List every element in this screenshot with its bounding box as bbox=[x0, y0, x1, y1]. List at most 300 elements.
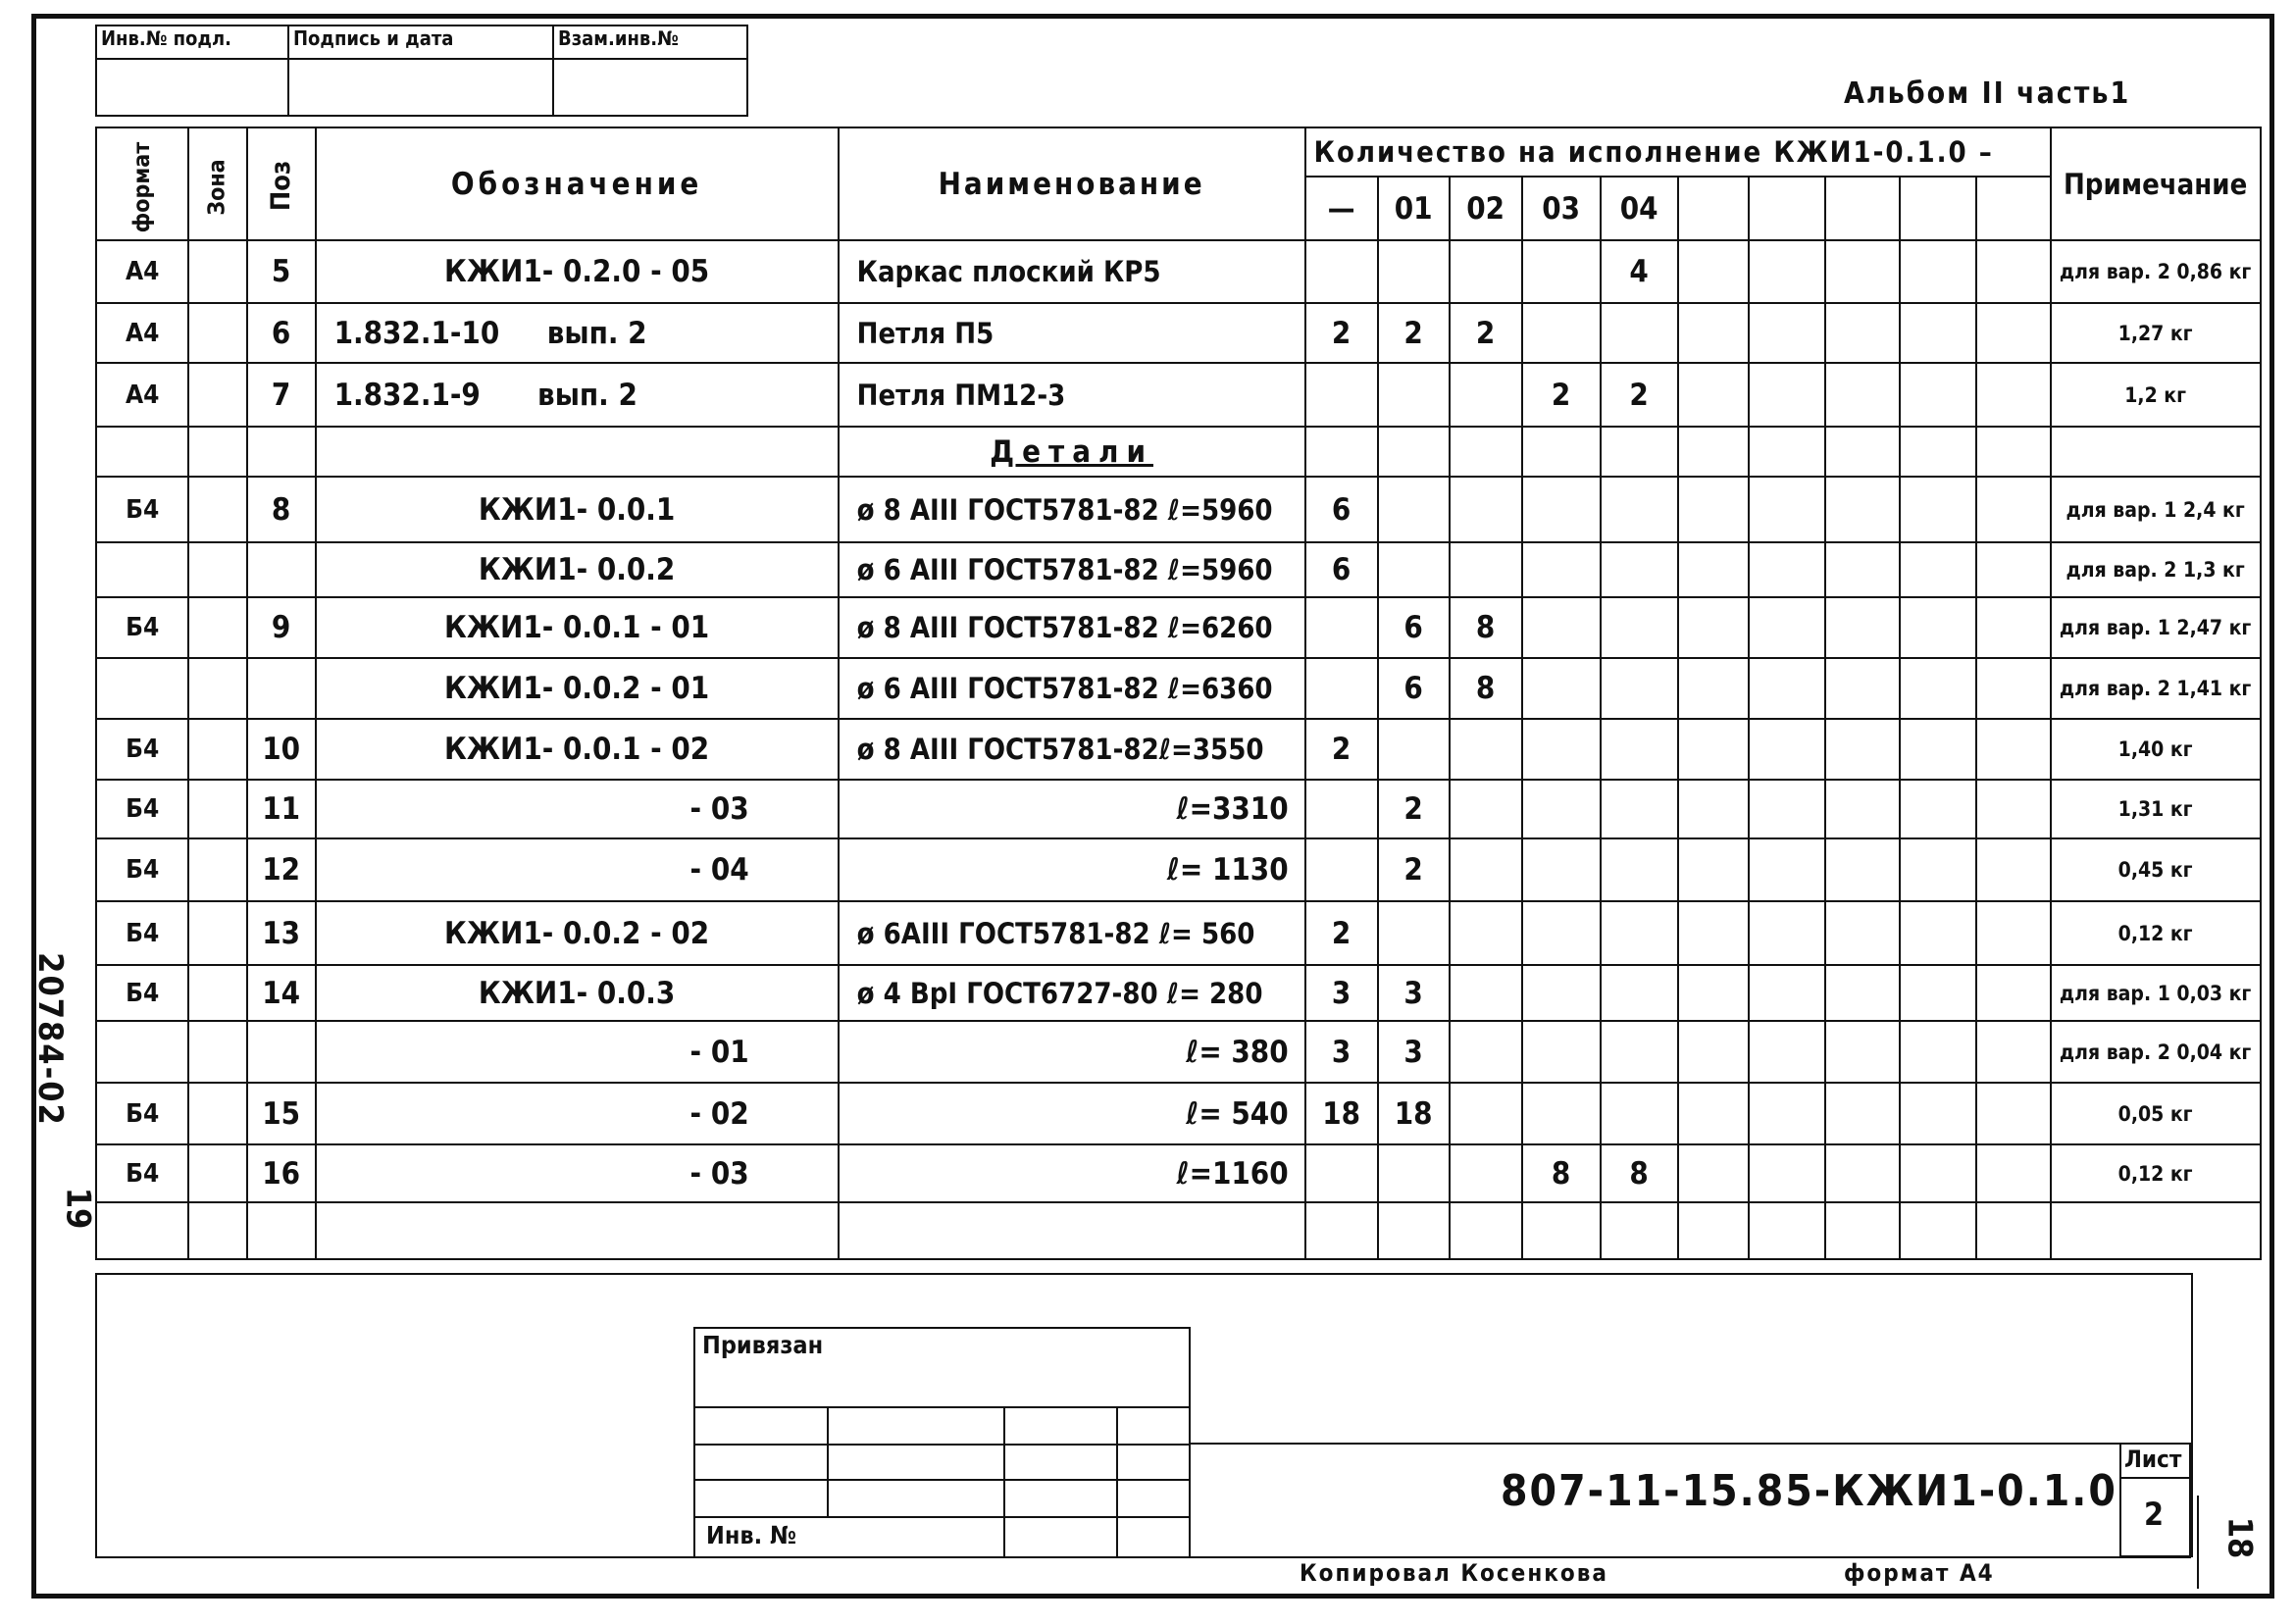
row-zone bbox=[188, 838, 246, 901]
row-quantity bbox=[1601, 477, 1678, 542]
row-name: ø 6АIII ГОСТ5781-82 ℓ= 560 bbox=[839, 901, 1305, 965]
row-note: 1,27 кг bbox=[2051, 303, 2261, 363]
row-quantity: 4 bbox=[1601, 240, 1678, 303]
row-format: Б4 bbox=[96, 965, 188, 1021]
row-quantity bbox=[1749, 1144, 1825, 1202]
header-qty-col: 04 bbox=[1601, 177, 1678, 240]
side-page: 19 bbox=[58, 1187, 98, 1230]
row-quantity: 3 bbox=[1305, 1021, 1378, 1083]
row-position: 11 bbox=[247, 780, 316, 838]
row-quantity bbox=[1976, 477, 2051, 542]
row-quantity: 2 bbox=[1378, 780, 1450, 838]
stamp-replaced-inv: Взам.инв.№ bbox=[553, 25, 747, 59]
row-quantity bbox=[1450, 542, 1522, 597]
row-zone bbox=[188, 363, 246, 427]
row-format: Б4 bbox=[96, 597, 188, 658]
row-name: ℓ=1160 bbox=[839, 1144, 1305, 1202]
table-row bbox=[96, 780, 2261, 838]
row-quantity: 3 bbox=[1305, 965, 1378, 1021]
row-quantity bbox=[1976, 240, 2051, 303]
header-qty-col bbox=[1825, 177, 1900, 240]
row-quantity bbox=[1305, 1202, 1378, 1259]
row-name: ø 6 АIII ГОСТ5781-82 ℓ=6360 bbox=[839, 658, 1305, 719]
row-quantity bbox=[1378, 427, 1450, 477]
row-quantity bbox=[1522, 1083, 1601, 1144]
row-format: Б4 bbox=[96, 1144, 188, 1202]
row-quantity bbox=[1976, 1021, 2051, 1083]
row-quantity bbox=[1678, 1144, 1749, 1202]
row-quantity bbox=[1678, 965, 1749, 1021]
row-quantity bbox=[1522, 901, 1601, 965]
row-quantity bbox=[1976, 1083, 2051, 1144]
row-note: 1,31 кг bbox=[2051, 780, 2261, 838]
row-quantity: 2 bbox=[1305, 901, 1378, 965]
row-format bbox=[96, 427, 188, 477]
row-quantity bbox=[1749, 780, 1825, 838]
row-quantity bbox=[1749, 838, 1825, 901]
row-designation bbox=[316, 427, 839, 477]
header-qty-col: 01 bbox=[1378, 177, 1450, 240]
row-quantity bbox=[1678, 427, 1749, 477]
row-quantity bbox=[1678, 303, 1749, 363]
row-quantity bbox=[1900, 719, 1976, 780]
row-quantity bbox=[1749, 965, 1825, 1021]
row-quantity bbox=[1900, 658, 1976, 719]
row-quantity bbox=[1601, 965, 1678, 1021]
header-quantity: Количество на исполнение КЖИ1-0.1.0 – bbox=[1305, 127, 2051, 177]
row-quantity bbox=[1305, 838, 1378, 901]
left-inner-frame bbox=[95, 1273, 97, 1557]
row-format bbox=[96, 1021, 188, 1083]
row-quantity: 6 bbox=[1305, 542, 1378, 597]
table-row bbox=[96, 838, 2261, 901]
header-name: Наименование bbox=[839, 127, 1305, 240]
specification-table bbox=[95, 127, 2262, 1260]
row-quantity bbox=[1601, 901, 1678, 965]
row-quantity bbox=[1900, 1083, 1976, 1144]
row-note: для вар. 2 1,41 кг bbox=[2051, 658, 2261, 719]
row-quantity bbox=[1678, 780, 1749, 838]
row-zone bbox=[188, 780, 246, 838]
row-quantity bbox=[1825, 901, 1900, 965]
row-quantity bbox=[1900, 240, 1976, 303]
row-name: Каркас плоский КР5 bbox=[839, 240, 1305, 303]
row-name: ø 8 АIII ГОСТ5781-82 ℓ=5960 bbox=[839, 477, 1305, 542]
row-note: для вар. 1 2,47 кг bbox=[2051, 597, 2261, 658]
row-quantity bbox=[1900, 901, 1976, 965]
row-zone bbox=[188, 303, 246, 363]
row-quantity bbox=[1522, 240, 1601, 303]
row-quantity: 2 bbox=[1378, 303, 1450, 363]
row-designation: КЖИ1- 0.0.1 - 02 bbox=[316, 719, 839, 780]
doc-code-top-line bbox=[1191, 1443, 2191, 1445]
table-row bbox=[96, 363, 2261, 427]
row-quantity: 2 bbox=[1305, 303, 1378, 363]
row-designation: - 01 bbox=[316, 1021, 839, 1083]
row-note bbox=[2051, 427, 2261, 477]
table-row bbox=[96, 1144, 2261, 1202]
table-row bbox=[96, 901, 2261, 965]
row-designation: КЖИ1- 0.0.3 bbox=[316, 965, 839, 1021]
row-zone bbox=[188, 965, 246, 1021]
frame-bottom-line bbox=[95, 1556, 2191, 1558]
row-quantity bbox=[1900, 1202, 1976, 1259]
row-quantity: 6 bbox=[1378, 597, 1450, 658]
side-code: 20784-02 bbox=[29, 952, 70, 1127]
row-zone bbox=[188, 1021, 246, 1083]
row-quantity bbox=[1900, 838, 1976, 901]
row-quantity bbox=[1749, 1083, 1825, 1144]
row-quantity bbox=[1825, 1202, 1900, 1259]
row-quantity bbox=[1522, 427, 1601, 477]
row-quantity bbox=[1825, 965, 1900, 1021]
row-note: для вар. 2 1,3 кг bbox=[2051, 542, 2261, 597]
row-quantity bbox=[1976, 1202, 2051, 1259]
row-quantity bbox=[1601, 838, 1678, 901]
row-position: 13 bbox=[247, 901, 316, 965]
row-quantity bbox=[1522, 477, 1601, 542]
row-quantity bbox=[1825, 477, 1900, 542]
row-designation: - 04 bbox=[316, 838, 839, 901]
row-quantity bbox=[1749, 597, 1825, 658]
row-format: А4 bbox=[96, 363, 188, 427]
row-quantity bbox=[1678, 719, 1749, 780]
row-note: 0,12 кг bbox=[2051, 1144, 2261, 1202]
inv-label: Инв. № bbox=[706, 1521, 797, 1549]
row-name: Петля П5 bbox=[839, 303, 1305, 363]
row-name: ø 8 АIII ГОСТ5781-82ℓ=3550 bbox=[839, 719, 1305, 780]
header-format: формат bbox=[96, 127, 188, 240]
row-designation bbox=[316, 1202, 839, 1259]
row-quantity: 2 bbox=[1522, 363, 1601, 427]
row-quantity bbox=[1976, 427, 2051, 477]
row-quantity: 2 bbox=[1601, 363, 1678, 427]
row-quantity bbox=[1378, 240, 1450, 303]
row-quantity bbox=[1522, 658, 1601, 719]
row-position: 15 bbox=[247, 1083, 316, 1144]
row-quantity bbox=[1900, 303, 1976, 363]
row-quantity bbox=[1749, 1202, 1825, 1259]
row-zone bbox=[188, 901, 246, 965]
header-qty-col bbox=[1749, 177, 1825, 240]
row-quantity bbox=[1749, 658, 1825, 719]
row-quantity bbox=[1522, 719, 1601, 780]
row-note: для вар. 2 0,04 кг bbox=[2051, 1021, 2261, 1083]
row-position bbox=[247, 427, 316, 477]
row-quantity bbox=[1450, 427, 1522, 477]
row-quantity bbox=[1522, 597, 1601, 658]
row-note: для вар. 1 2,4 кг bbox=[2051, 477, 2261, 542]
row-quantity bbox=[1976, 965, 2051, 1021]
row-quantity bbox=[1378, 477, 1450, 542]
format-label: формат А4 bbox=[1844, 1559, 1995, 1587]
row-note: 0,12 кг bbox=[2051, 901, 2261, 965]
row-quantity bbox=[1378, 1202, 1450, 1259]
row-quantity: 6 bbox=[1378, 658, 1450, 719]
row-quantity bbox=[1378, 901, 1450, 965]
row-quantity bbox=[1378, 719, 1450, 780]
row-quantity bbox=[1825, 838, 1900, 901]
row-quantity bbox=[1900, 477, 1976, 542]
row-quantity bbox=[1900, 965, 1976, 1021]
row-format: Б4 bbox=[96, 838, 188, 901]
header-qty-col: 03 bbox=[1522, 177, 1601, 240]
row-quantity bbox=[1450, 838, 1522, 901]
title-block-top-line bbox=[95, 1273, 2191, 1275]
row-quantity bbox=[1522, 780, 1601, 838]
header-zone: Зона bbox=[188, 127, 246, 240]
side-number: 18 bbox=[2219, 1516, 2260, 1559]
row-name: ø 8 АIII ГОСТ5781-82 ℓ=6260 bbox=[839, 597, 1305, 658]
side-number-line bbox=[2197, 1496, 2199, 1589]
row-zone bbox=[188, 597, 246, 658]
row-quantity bbox=[1749, 542, 1825, 597]
table-row bbox=[96, 597, 2261, 658]
row-designation: - 02 bbox=[316, 1083, 839, 1144]
row-quantity bbox=[1825, 1083, 1900, 1144]
row-quantity bbox=[1450, 477, 1522, 542]
row-zone bbox=[188, 477, 246, 542]
row-position bbox=[247, 1021, 316, 1083]
row-zone bbox=[188, 542, 246, 597]
bound-vline-1 bbox=[827, 1406, 829, 1516]
row-designation: - 03 bbox=[316, 1144, 839, 1202]
row-quantity bbox=[1976, 838, 2051, 901]
approval-stamp bbox=[95, 25, 748, 117]
row-quantity bbox=[1450, 1021, 1522, 1083]
row-quantity bbox=[1678, 240, 1749, 303]
row-quantity bbox=[1900, 1021, 1976, 1083]
row-quantity bbox=[1825, 427, 1900, 477]
row-quantity bbox=[1305, 240, 1378, 303]
row-position bbox=[247, 658, 316, 719]
row-designation: КЖИ1- 0.0.1 bbox=[316, 477, 839, 542]
header-designation: Обозначение bbox=[316, 127, 839, 240]
row-position bbox=[247, 542, 316, 597]
row-zone bbox=[188, 658, 246, 719]
row-name: ø 4 ВрI ГОСТ6727-80 ℓ= 280 bbox=[839, 965, 1305, 1021]
row-quantity bbox=[1450, 780, 1522, 838]
row-quantity bbox=[1976, 1144, 2051, 1202]
row-quantity bbox=[1601, 1021, 1678, 1083]
row-designation: КЖИ1- 0.2.0 - 05 bbox=[316, 240, 839, 303]
row-format: А4 bbox=[96, 240, 188, 303]
table-row bbox=[96, 542, 2261, 597]
sheet-label: Лист bbox=[2124, 1446, 2182, 1473]
row-designation: КЖИ1- 0.0.2 - 02 bbox=[316, 901, 839, 965]
row-quantity: 8 bbox=[1522, 1144, 1601, 1202]
row-quantity bbox=[1678, 901, 1749, 965]
row-quantity bbox=[1678, 1083, 1749, 1144]
row-quantity bbox=[1749, 363, 1825, 427]
row-quantity bbox=[1900, 427, 1976, 477]
row-quantity bbox=[1522, 542, 1601, 597]
row-quantity bbox=[1976, 542, 2051, 597]
bound-vline-2 bbox=[1003, 1406, 1005, 1558]
header-qty-col bbox=[1678, 177, 1749, 240]
table-row bbox=[96, 1202, 2261, 1259]
header-note: Примечание bbox=[2051, 127, 2261, 240]
row-position: 7 bbox=[247, 363, 316, 427]
row-quantity bbox=[1976, 303, 2051, 363]
row-zone bbox=[188, 240, 246, 303]
table-row bbox=[96, 1083, 2261, 1144]
document-code: 807-11-15.85-КЖИ1-0.1.0 bbox=[1501, 1466, 2117, 1516]
row-note: для вар. 1 0,03 кг bbox=[2051, 965, 2261, 1021]
row-quantity bbox=[1522, 838, 1601, 901]
section-title: Детали bbox=[990, 433, 1153, 470]
row-quantity bbox=[1749, 719, 1825, 780]
row-quantity bbox=[1522, 1021, 1601, 1083]
row-name: Петля ПМ12-3 bbox=[839, 363, 1305, 427]
table-row bbox=[96, 1021, 2261, 1083]
row-name bbox=[839, 1202, 1305, 1259]
row-quantity: 6 bbox=[1305, 477, 1378, 542]
row-quantity bbox=[1305, 1144, 1378, 1202]
row-quantity: 18 bbox=[1305, 1083, 1378, 1144]
row-name: ℓ=3310 bbox=[839, 780, 1305, 838]
row-quantity bbox=[1900, 363, 1976, 427]
row-quantity bbox=[1601, 719, 1678, 780]
row-quantity bbox=[1678, 477, 1749, 542]
row-quantity: 3 bbox=[1378, 1021, 1450, 1083]
row-quantity: 8 bbox=[1450, 597, 1522, 658]
row-quantity bbox=[1825, 363, 1900, 427]
row-quantity bbox=[1450, 1202, 1522, 1259]
right-inner-frame bbox=[2191, 1273, 2193, 1557]
row-quantity bbox=[1601, 780, 1678, 838]
row-quantity bbox=[1378, 542, 1450, 597]
row-quantity bbox=[1825, 780, 1900, 838]
sheet-box-divider bbox=[2119, 1477, 2191, 1479]
header-qty-col bbox=[1900, 177, 1976, 240]
row-quantity bbox=[1825, 597, 1900, 658]
row-quantity: 2 bbox=[1305, 719, 1378, 780]
row-quantity bbox=[1678, 658, 1749, 719]
row-quantity bbox=[1749, 240, 1825, 303]
row-format bbox=[96, 1202, 188, 1259]
table-row bbox=[96, 477, 2261, 542]
row-note: 1,2 кг bbox=[2051, 363, 2261, 427]
row-designation: КЖИ1- 0.0.1 - 01 bbox=[316, 597, 839, 658]
row-format: А4 bbox=[96, 303, 188, 363]
stamp-signature-date: Подпись и дата bbox=[288, 25, 553, 59]
row-quantity bbox=[1601, 542, 1678, 597]
row-zone bbox=[188, 1083, 246, 1144]
row-quantity bbox=[1749, 1021, 1825, 1083]
row-quantity bbox=[1825, 240, 1900, 303]
row-quantity bbox=[1900, 542, 1976, 597]
row-quantity bbox=[1749, 901, 1825, 965]
header-pos: Поз bbox=[247, 127, 316, 240]
table-row bbox=[96, 427, 2261, 477]
row-quantity: 18 bbox=[1378, 1083, 1450, 1144]
row-quantity bbox=[1450, 363, 1522, 427]
row-position: 12 bbox=[247, 838, 316, 901]
row-designation: 1.832.1-10 вып. 2 bbox=[316, 303, 839, 363]
row-quantity bbox=[1825, 1021, 1900, 1083]
row-note: 1,40 кг bbox=[2051, 719, 2261, 780]
row-quantity: 2 bbox=[1450, 303, 1522, 363]
header-qty-col bbox=[1976, 177, 2051, 240]
row-quantity bbox=[1305, 597, 1378, 658]
bound-vline-3 bbox=[1116, 1406, 1118, 1558]
row-quantity bbox=[1450, 719, 1522, 780]
row-quantity bbox=[1900, 1144, 1976, 1202]
row-zone bbox=[188, 1202, 246, 1259]
row-quantity bbox=[1900, 780, 1976, 838]
row-quantity bbox=[1522, 303, 1601, 363]
table-row bbox=[96, 965, 2261, 1021]
row-quantity bbox=[1305, 363, 1378, 427]
table-row bbox=[96, 303, 2261, 363]
row-quantity bbox=[1976, 780, 2051, 838]
row-note bbox=[2051, 1202, 2261, 1259]
row-quantity bbox=[1825, 303, 1900, 363]
row-quantity bbox=[1749, 427, 1825, 477]
row-quantity bbox=[1305, 780, 1378, 838]
row-position: 8 bbox=[247, 477, 316, 542]
row-quantity bbox=[1825, 719, 1900, 780]
row-quantity bbox=[1450, 965, 1522, 1021]
row-quantity bbox=[1678, 363, 1749, 427]
row-quantity bbox=[1601, 1083, 1678, 1144]
row-quantity bbox=[1522, 965, 1601, 1021]
row-name: ℓ= 380 bbox=[839, 1021, 1305, 1083]
bound-label: Привязан bbox=[702, 1331, 824, 1359]
row-quantity bbox=[1601, 1202, 1678, 1259]
row-format: Б4 bbox=[96, 780, 188, 838]
row-quantity bbox=[1976, 597, 2051, 658]
row-format: Б4 bbox=[96, 901, 188, 965]
row-note: для вар. 2 0,86 кг bbox=[2051, 240, 2261, 303]
row-quantity bbox=[1976, 658, 2051, 719]
row-quantity: 2 bbox=[1378, 838, 1450, 901]
row-format bbox=[96, 658, 188, 719]
row-note: 0,05 кг bbox=[2051, 1083, 2261, 1144]
row-quantity bbox=[1305, 427, 1378, 477]
stamp-inv-original: Инв.№ подл. bbox=[96, 25, 288, 59]
row-quantity bbox=[1450, 1083, 1522, 1144]
row-position bbox=[247, 1202, 316, 1259]
row-quantity bbox=[1450, 901, 1522, 965]
row-quantity bbox=[1678, 542, 1749, 597]
row-quantity: 8 bbox=[1450, 658, 1522, 719]
row-name: ℓ= 1130 bbox=[839, 838, 1305, 901]
row-quantity: 8 bbox=[1601, 1144, 1678, 1202]
table-row bbox=[96, 658, 2261, 719]
row-quantity bbox=[1450, 1144, 1522, 1202]
table-row bbox=[96, 240, 2261, 303]
row-quantity bbox=[1678, 597, 1749, 658]
row-name bbox=[839, 427, 1305, 477]
row-quantity bbox=[1749, 303, 1825, 363]
header-qty-col: — bbox=[1305, 177, 1378, 240]
row-position: 6 bbox=[247, 303, 316, 363]
table-row bbox=[96, 719, 2261, 780]
header-qty-col: 02 bbox=[1450, 177, 1522, 240]
row-designation: КЖИ1- 0.0.2 bbox=[316, 542, 839, 597]
copied-by: Копировал Косенкова bbox=[1300, 1559, 1608, 1587]
row-name: ø 6 АIII ГОСТ5781-82 ℓ=5960 bbox=[839, 542, 1305, 597]
row-format bbox=[96, 542, 188, 597]
row-quantity bbox=[1976, 363, 2051, 427]
sheet-number: 2 bbox=[2144, 1496, 2165, 1533]
row-quantity bbox=[1825, 542, 1900, 597]
row-designation: КЖИ1- 0.0.2 - 01 bbox=[316, 658, 839, 719]
row-zone bbox=[188, 1144, 246, 1202]
album-label: Альбом II часть1 bbox=[1844, 76, 2131, 111]
